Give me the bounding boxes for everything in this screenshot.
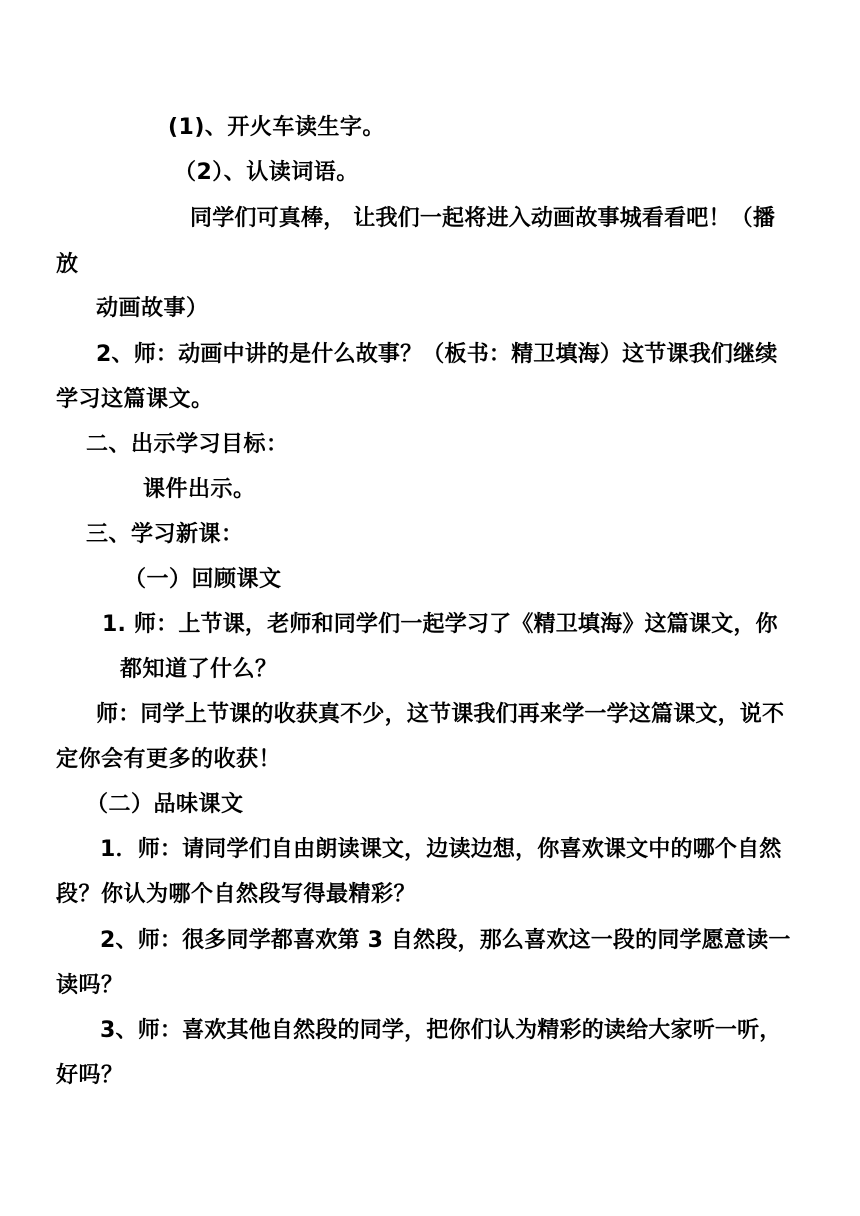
text-line: 1. 师：上节课，老师和同学们一起学习了《精卫填海》这篇课文，你 bbox=[102, 612, 778, 637]
text-line: 同学们可真棒， 让我们一起将进入动画故事城看看吧！（播 bbox=[190, 206, 776, 231]
section-heading: 二、出示学习目标： bbox=[86, 432, 289, 457]
text-line: 放 bbox=[56, 252, 79, 277]
text-line: 好吗？ bbox=[56, 1063, 124, 1088]
text-line: 3、师：喜欢其他自然段的同学，把你们认为精彩的读给大家听一听， bbox=[100, 1018, 782, 1043]
text-line: 读吗？ bbox=[56, 973, 124, 998]
text-line: （2）、认读词语。 bbox=[174, 160, 359, 185]
subsection-heading: （二）品味课文 bbox=[86, 792, 244, 817]
text-line: 段？你认为哪个自然段写得最精彩？ bbox=[56, 882, 417, 907]
text-line: 定你会有更多的收获！ bbox=[56, 747, 282, 772]
text-line: 学习这篇课文。 bbox=[56, 387, 214, 412]
text-line: 动画故事） bbox=[96, 296, 209, 321]
text-line: 1．师：请同学们自由朗读课文，边读边想，你喜欢课文中的哪个自然 bbox=[100, 837, 782, 862]
text-line: 2、师：动画中讲的是什么故事？（板书：精卫填海）这节课我们继续 bbox=[96, 342, 778, 367]
text-line: 2、师：很多同学都喜欢第 3 自然段，那么喜欢这一段的同学愿意读一 bbox=[100, 928, 791, 953]
section-heading: 三、学习新课： bbox=[86, 522, 244, 547]
text-line: 课件出示。 bbox=[143, 477, 256, 502]
text-line: 都知道了什么？ bbox=[120, 657, 278, 682]
text-line: (1)、开火车读生字。 bbox=[168, 115, 385, 140]
subsection-heading: （一）回顾课文 bbox=[124, 567, 282, 592]
text-line: 师：同学上节课的收获真不少，这节课我们再来学一学这篇课文，说不 bbox=[96, 702, 785, 727]
